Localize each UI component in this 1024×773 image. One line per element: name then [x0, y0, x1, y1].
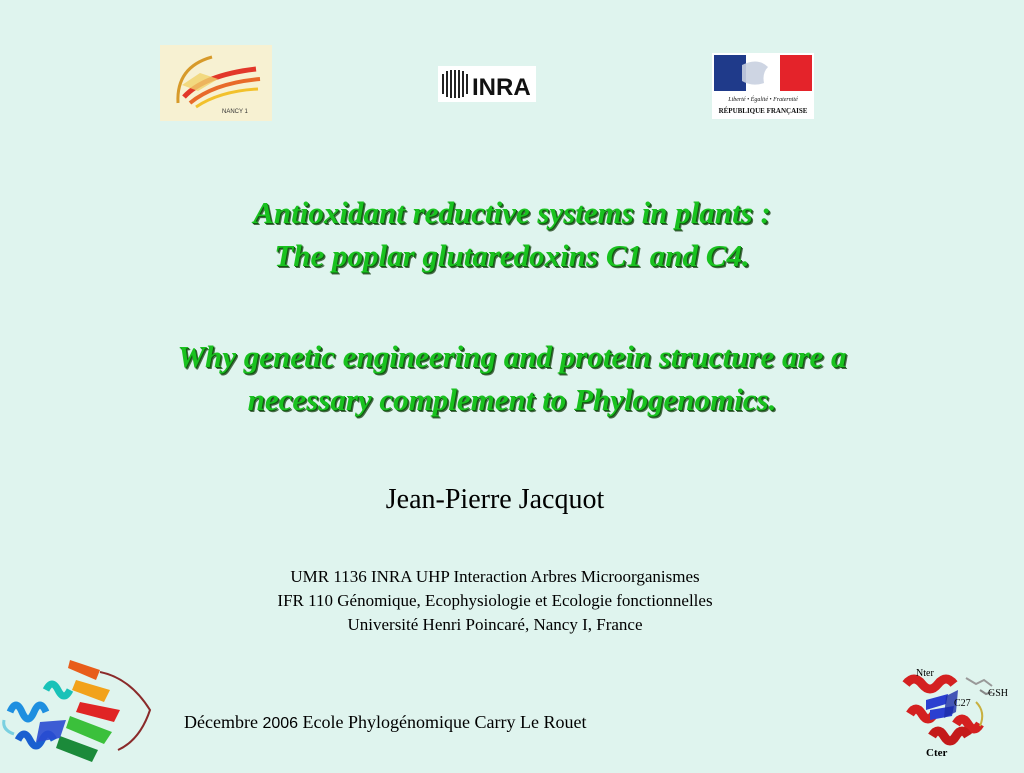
- footer-year: 2006: [262, 715, 299, 732]
- svg-text:RÉPUBLIQUE FRANÇAISE: RÉPUBLIQUE FRANÇAISE: [718, 107, 808, 115]
- svg-text:INRA: INRA: [472, 74, 531, 101]
- footer-event: Ecole Phylogénomique Carry Le Rouet: [302, 712, 587, 732]
- glutaredoxin-structure-image: [896, 662, 1024, 766]
- footer-text: [184, 712, 586, 733]
- label-gsh: GSH: [988, 688, 1009, 699]
- label-nter: Nter: [916, 668, 934, 679]
- title-block-2: [40, 335, 984, 421]
- protein-structure-left-image: [0, 650, 160, 768]
- title-block-1: [40, 191, 984, 277]
- affiliation-line-1: UMR 1136 INRA UHP Interaction Arbres Microorganismes: [290, 567, 700, 586]
- title-line-3: Why genetic engineering and protein structure are a: [177, 339, 847, 374]
- affiliation-line-2: IFR 110 Génomique, Ecophysiologie et Ecologie fonctionnelles: [277, 591, 713, 610]
- label-cter: Cter: [926, 747, 948, 759]
- republique-francaise-logo: [712, 53, 814, 119]
- label-c27: C27: [954, 698, 971, 709]
- svg-text:NANCY 1: NANCY 1: [222, 109, 248, 115]
- title-line-2: The poplar glutaredoxins C1 and C4.: [274, 238, 750, 273]
- title-line-4: necessary complement to Phylogenomics.: [247, 382, 777, 417]
- title-line-1: Antioxidant reductive systems in plants :: [253, 195, 771, 230]
- affiliation-line-3: Université Henri Poincaré, Nancy I, France: [347, 615, 643, 634]
- inra-logo: [438, 66, 536, 102]
- footer-month: Décembre: [184, 712, 258, 732]
- universite-henri-poincare-logo: [160, 45, 272, 121]
- svg-text:Liberté • Égalité • Fraternité: Liberté • Égalité • Fraternité: [728, 97, 798, 103]
- author-name: Jean-Pierre Jacquot: [385, 484, 605, 515]
